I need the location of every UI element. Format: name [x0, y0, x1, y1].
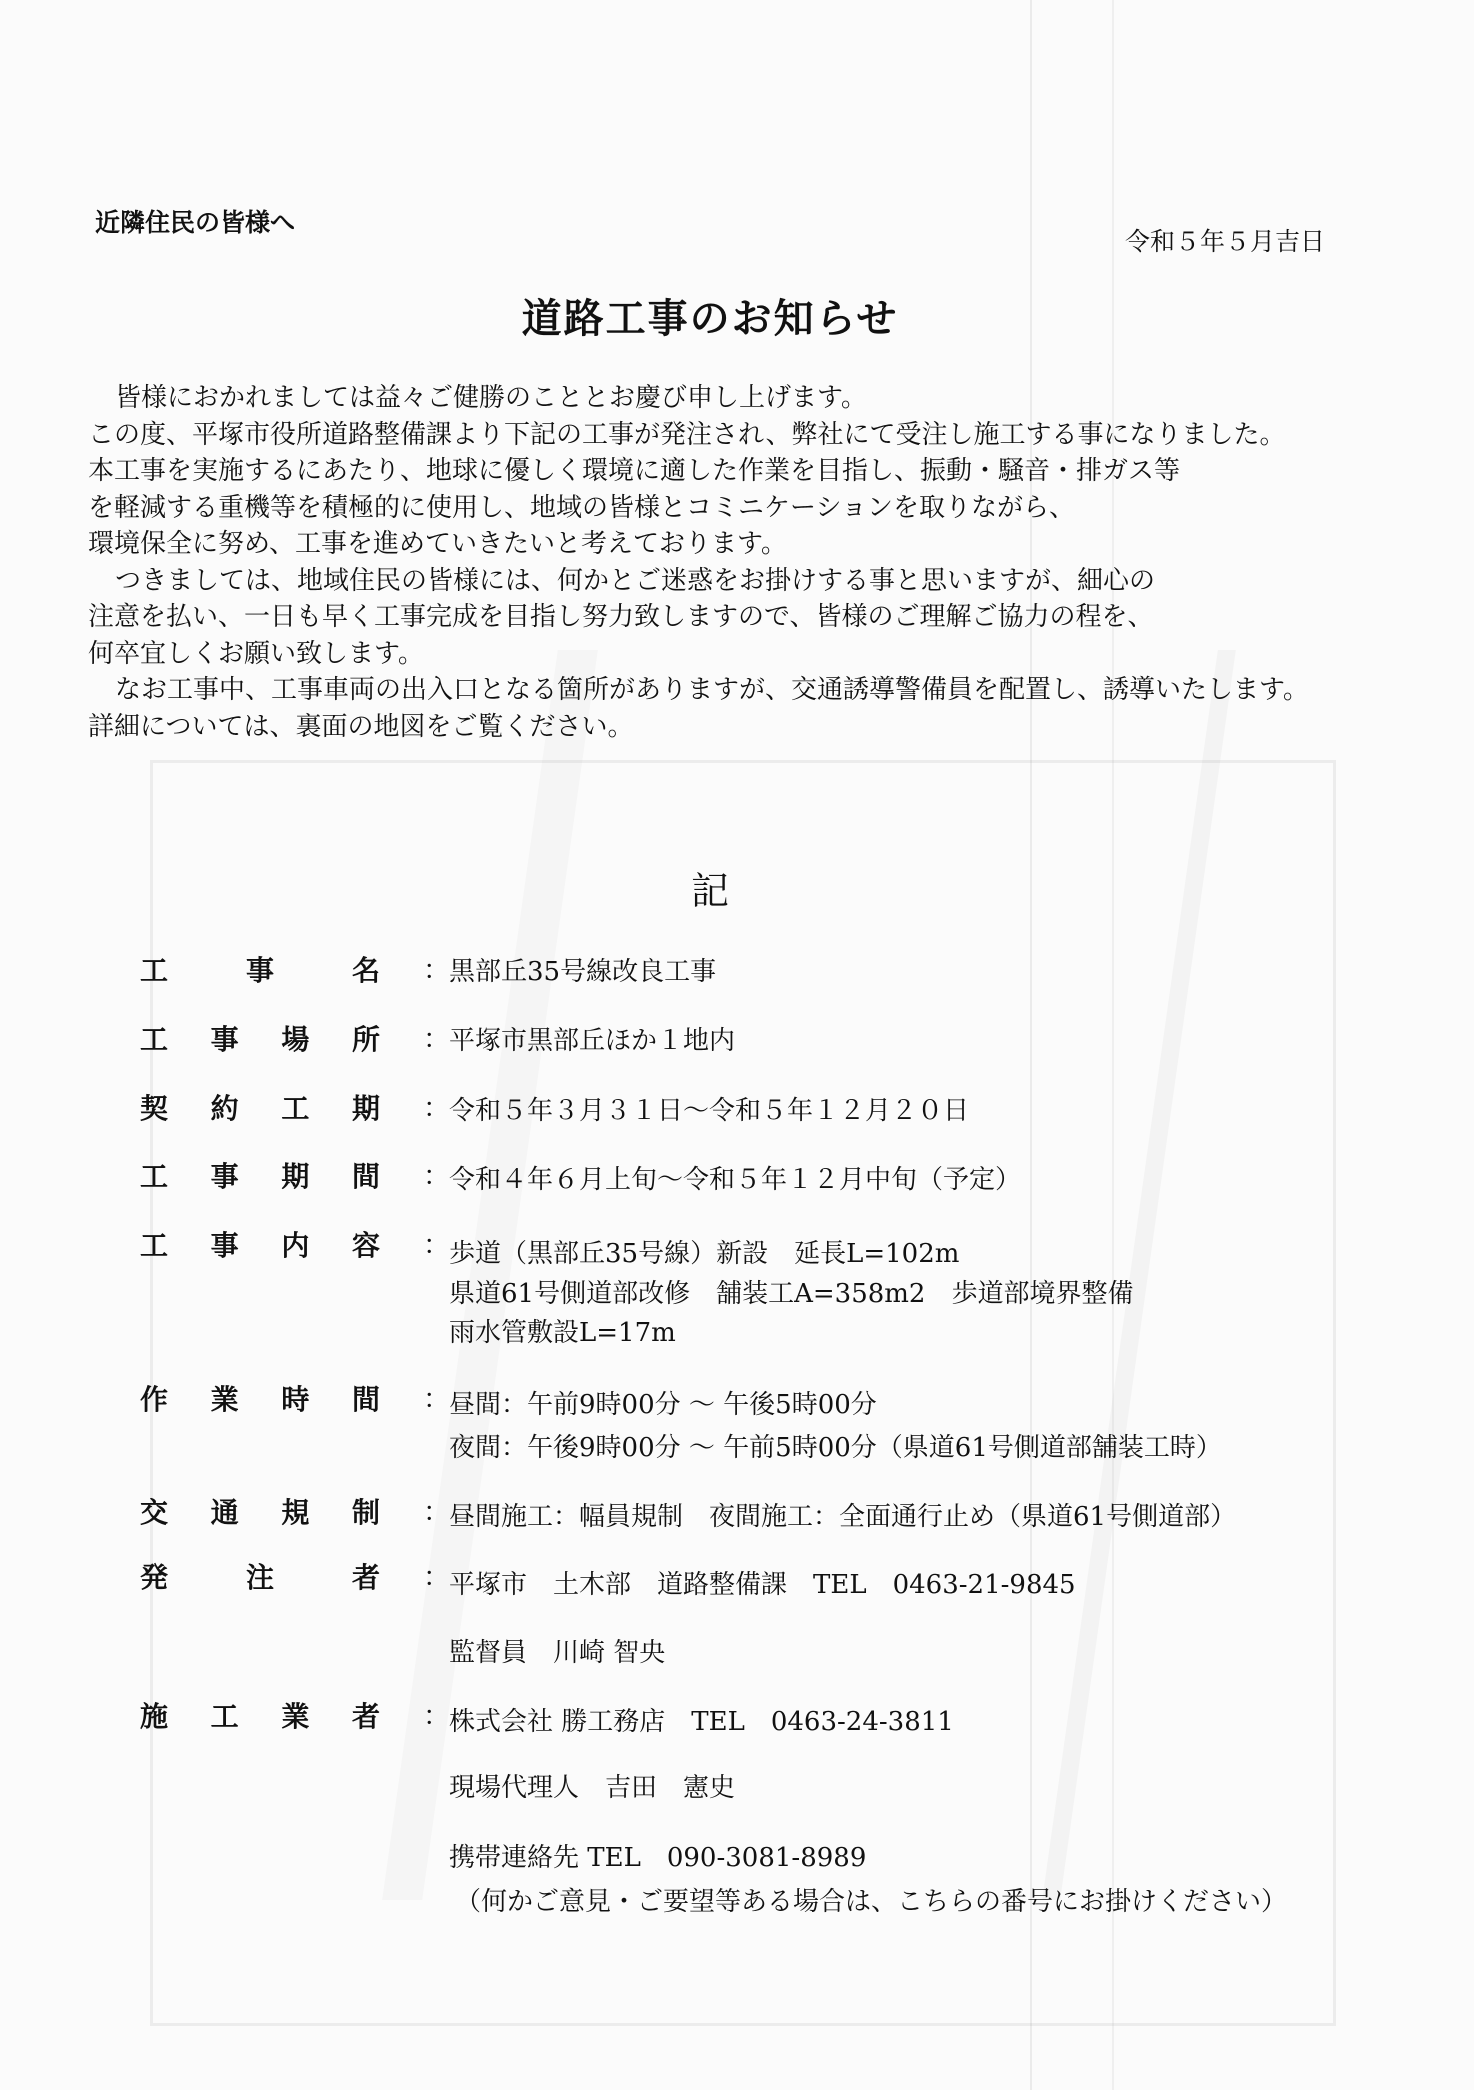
label-char: 交	[140, 1496, 169, 1529]
colon: ：	[423, 1161, 450, 1192]
body-line: 何卒宜しくお願い致します。	[88, 638, 424, 669]
label-char: 工	[140, 1160, 169, 1193]
value-construction-site: 平塚市黒部丘ほか１地内	[449, 1026, 736, 1056]
value-work-content-line: 歩道（黒部丘35号線）新設 延長L=102m	[449, 1239, 960, 1269]
label-char: 所	[351, 1023, 380, 1056]
label-char: 事	[245, 954, 274, 987]
label-char: 間	[351, 1383, 380, 1416]
value-client-line: 監督員 川崎 智央	[449, 1638, 666, 1668]
notice-body	[88, 380, 1428, 745]
label-char: 工	[210, 1700, 239, 1733]
colon: ：	[423, 1384, 450, 1415]
label-char: 名	[351, 954, 380, 987]
value-traffic-regulation: 昼間施工：幅員規制 夜間施工：全面通行止め（県道61号側道部）	[449, 1502, 1237, 1532]
label-char: 作	[140, 1383, 169, 1416]
label-char: 事	[210, 1229, 239, 1262]
body-line: なお工事中、工事車両の出入口となる箇所がありますが、交通誘導警備員を配置し、誘導いたします。	[115, 675, 1309, 705]
label-char: 工	[140, 954, 169, 987]
value-contractor-line: 株式会社 勝工務店 TEL 0463-24-3811	[449, 1707, 954, 1737]
label-char: 契	[140, 1092, 169, 1125]
label-construction-site	[140, 1020, 380, 1060]
label-contract-period	[140, 1089, 380, 1129]
label-traffic-regulation	[140, 1493, 380, 1533]
colon: ：	[423, 1497, 450, 1528]
label-char: 間	[351, 1160, 380, 1193]
body-line: 本工事を実施するにあたり、地球に優しく環境に適した作業を目指し、振動・騒音・排ガス等	[88, 456, 1181, 486]
notice-date: 令和５年５月吉日	[1125, 227, 1326, 256]
body-line: 皆様におかれましては益々ご健勝のこととお慶び申し上げます。	[115, 383, 867, 413]
label-char: 業	[281, 1700, 310, 1733]
colon: ：	[423, 1024, 450, 1055]
colon: ：	[423, 1230, 450, 1261]
body-line: 注意を払い、一日も早く工事完成を目指し努力致しますので、皆様のご理解ご協力の程を、	[88, 602, 1154, 632]
label-client	[140, 1558, 380, 1598]
label-char: 約	[210, 1092, 239, 1125]
colon: ：	[423, 955, 450, 986]
body-line: を軽減する重機等を積極的に使用し、地域の皆様とコミニケーションを取りながら、	[88, 492, 1075, 523]
body-line: この度、平塚市役所道路整備課より下記の工事が発注され、弊社にて受注し施工する事になりました。	[88, 419, 1286, 450]
label-char: 工	[281, 1092, 310, 1125]
colon: ：	[423, 1701, 450, 1732]
body-line: 環境保全に努め、工事を進めていきたいと考えております。	[88, 529, 787, 559]
label-char: 容	[351, 1229, 380, 1262]
label-char: 内	[281, 1229, 310, 1262]
value-work-hours-line: 夜間：午後9時00分 ～ 午前5時00分（県道61号側道部舗装工時）	[449, 1433, 1222, 1463]
label-char: 期	[281, 1160, 310, 1193]
label-work-content	[140, 1226, 380, 1266]
label-work-period	[140, 1157, 380, 1197]
notice-title: 道路工事のお知らせ	[521, 295, 899, 342]
label-char: 注	[245, 1561, 274, 1594]
label-char: 発	[140, 1561, 169, 1594]
label-contractor	[140, 1697, 380, 1737]
value-work-content-line: 県道61号側道部改修 舗装工A=358m2 歩道部境界整備	[449, 1279, 1134, 1309]
label-char: 期	[351, 1092, 380, 1125]
value-work-content-line: 雨水管敷設L=17m	[449, 1318, 676, 1348]
ki-heading: 記	[690, 869, 729, 913]
body-line: つきましては、地域住民の皆様には、何かとご迷惑をお掛けする事と思いますが、細心の	[115, 565, 1156, 596]
addressee: 近隣住民の皆様へ	[95, 208, 296, 237]
value-client-line: 平塚市 土木部 道路整備課 TEL 0463-21-9845	[449, 1570, 1076, 1600]
value-work-period: 令和４年６月上旬～令和５年１２月中旬（予定）	[449, 1165, 1022, 1195]
value-contractor-line: 現場代理人 吉田 憲史	[449, 1773, 736, 1803]
label-char: 者	[351, 1700, 380, 1733]
value-construction-name: 黒部丘35号線改良工事	[449, 957, 717, 987]
label-char: 工	[140, 1229, 169, 1262]
label-char: 通	[210, 1496, 239, 1529]
label-char: 場	[281, 1023, 310, 1056]
label-construction-name	[140, 951, 380, 991]
label-char: 事	[210, 1023, 239, 1056]
label-char: 事	[210, 1160, 239, 1193]
label-char: 工	[140, 1023, 169, 1056]
colon: ：	[423, 1562, 450, 1593]
label-work-hours	[140, 1380, 380, 1420]
label-char: 業	[210, 1383, 239, 1416]
value-contractor-line: 携帯連絡先 TEL 090-3081-8989	[449, 1843, 867, 1873]
label-char: 制	[351, 1496, 380, 1529]
colon: ：	[423, 1093, 450, 1124]
value-work-hours-line: 昼間：午前9時00分 ～ 午後5時00分	[449, 1390, 877, 1420]
label-char: 時	[281, 1383, 310, 1416]
label-char: 規	[281, 1496, 310, 1529]
value-contract-period: 令和５年３月３１日～令和５年１２月２０日	[449, 1096, 970, 1126]
label-char: 者	[351, 1561, 380, 1594]
label-char: 施	[140, 1700, 169, 1733]
body-line: 詳細については、裏面の地図をご覧ください。	[88, 711, 634, 742]
value-contractor-line: （何かご意見・ご要望等ある場合は、こちらの番号にお掛けください）	[455, 1887, 1288, 1917]
